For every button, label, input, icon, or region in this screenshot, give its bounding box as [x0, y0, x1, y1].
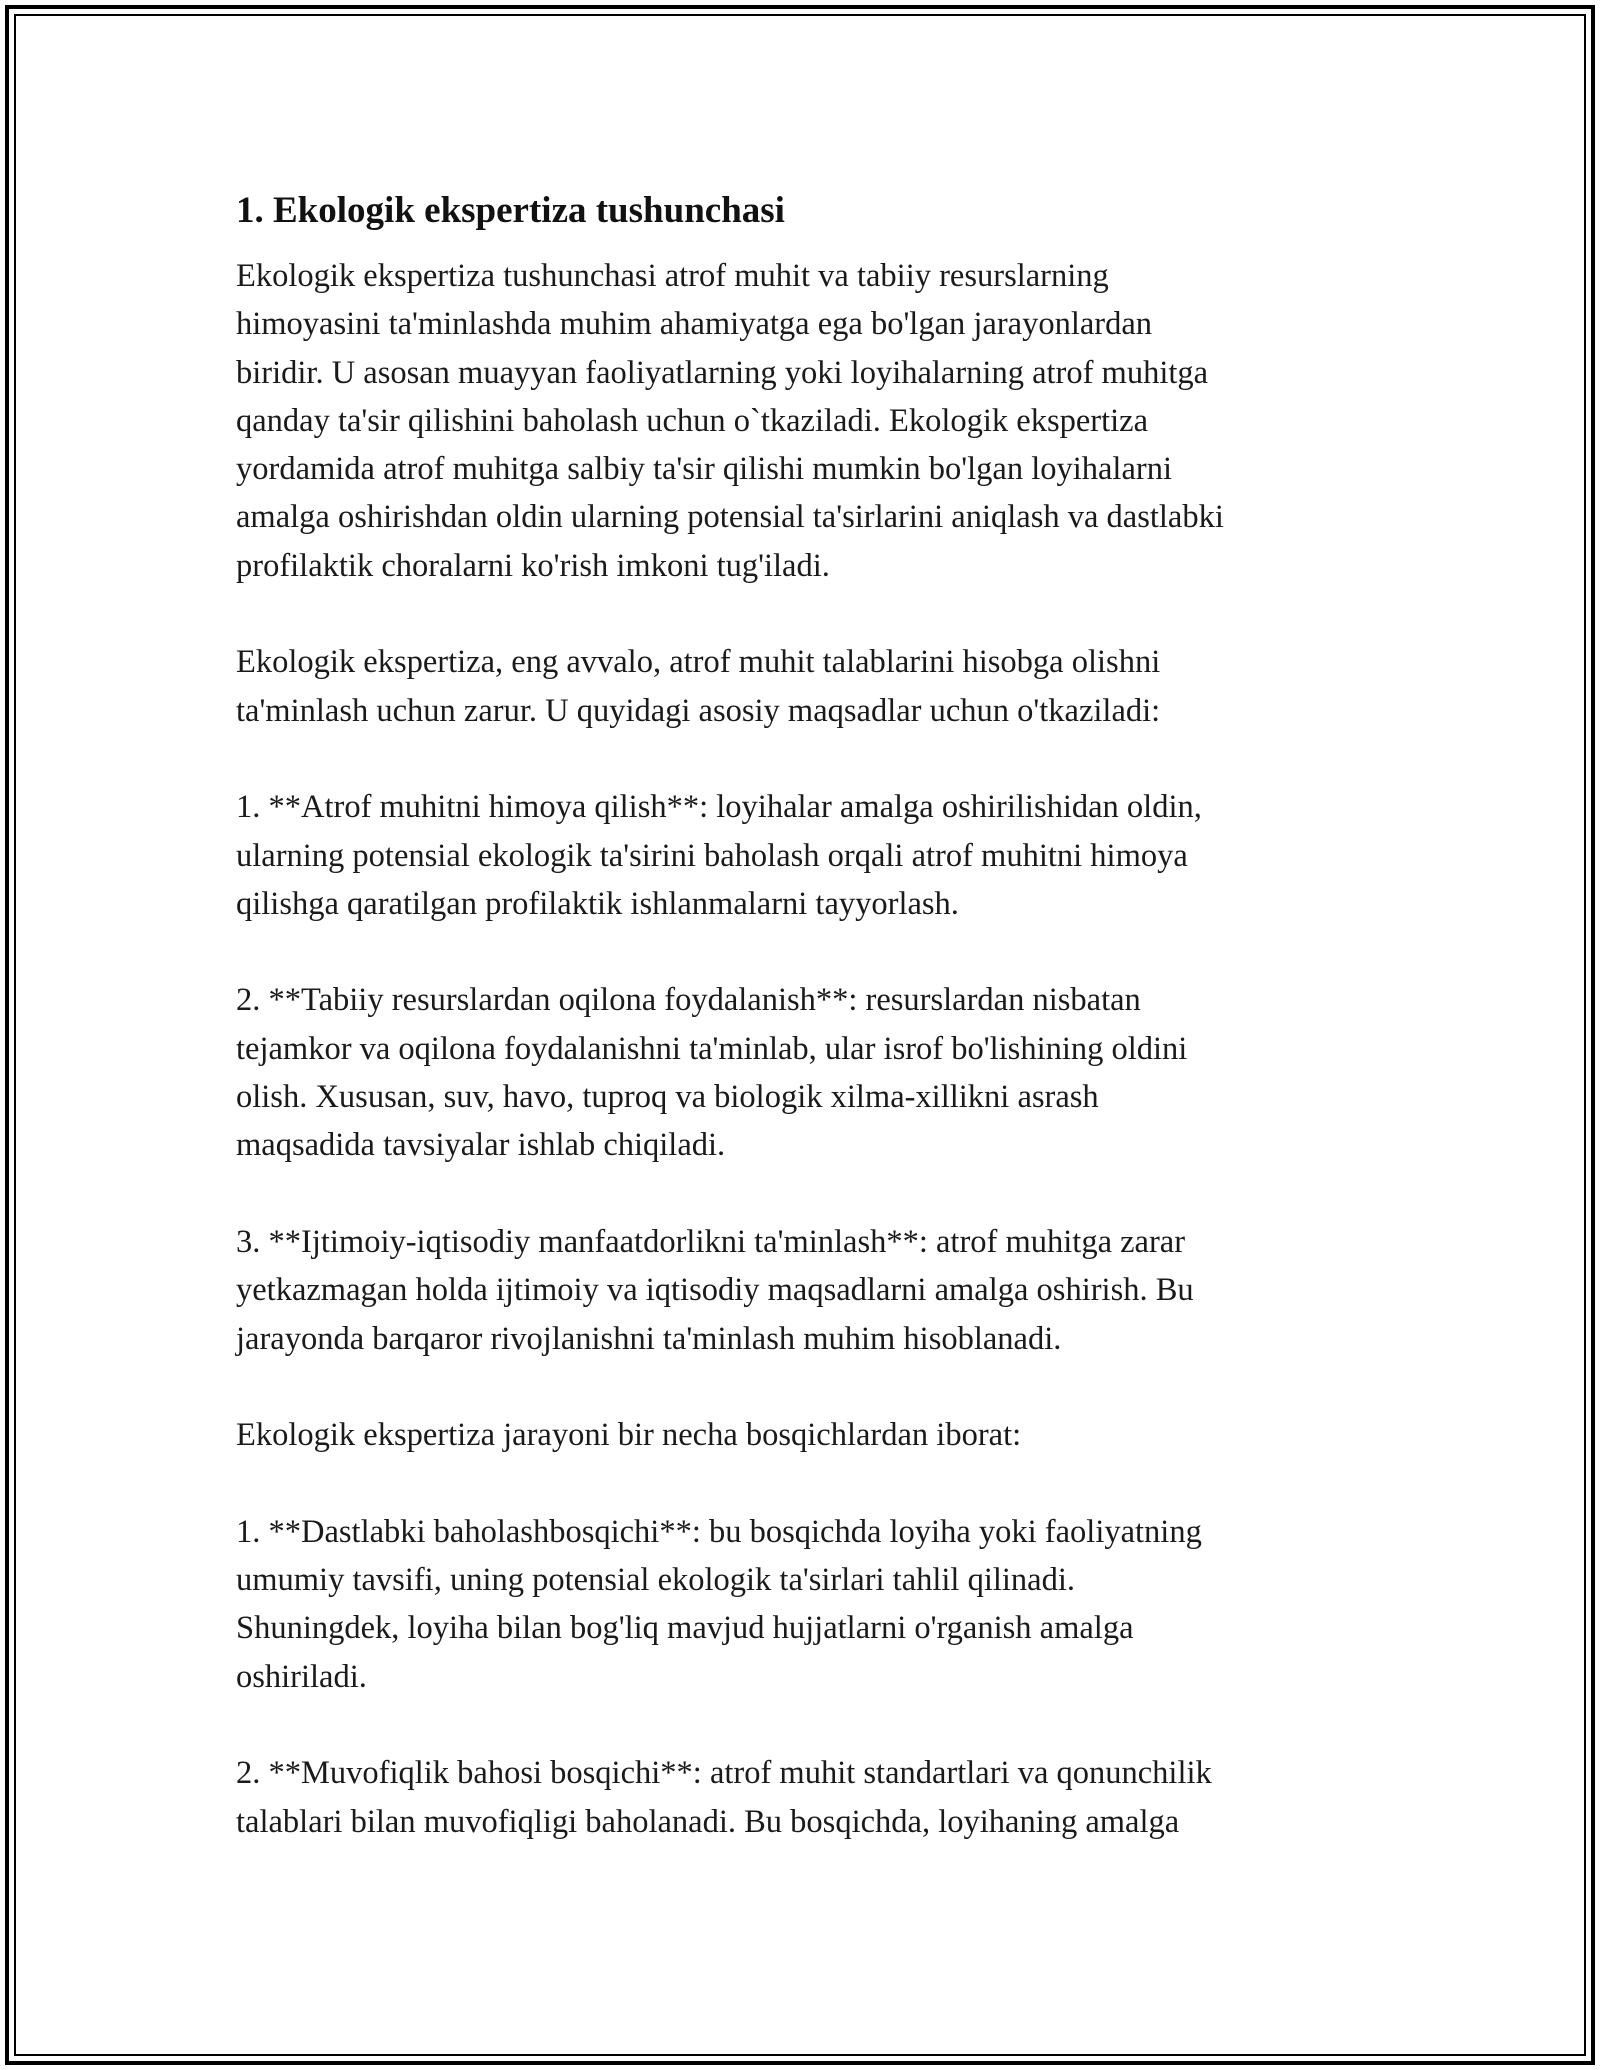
list-item-stage-1: 1. **Dastlabki baholashbosqichi**: bu bosqichda loyiha yoki faoliyatning umumiy tavsifi, uning potensial ekologik ta'sirlari tahlil qilinadi. Shuningdek, loyiha bilan bog'liq mavjud hujjatlarni o'rganish amalga oshiriladi.	[236, 1513, 1202, 1695]
list-item-purpose-1: 1. **Atrof muhitni himoya qilish**: loyihalar amalga oshirilishidan oldin, ularning potensial ekologik ta'sirini baholash orqali atrof muhitni himoya qilishga qaratilgan profilaktik ishlanmalarni tayyorlash.	[236, 789, 1202, 922]
paragraph-intro: Ekologik ekspertiza tushunchasi atrof muhit va tabiiy resurslarning himoyasini ta'minlashda muhim ahamiyatga ega bo'lgan jarayonlardan biridir. U asosan muayyan faoliyatlarning yoki loyihalarning atrof muhitga qanday ta'sir qilishini baholash uchun o`tkaziladi. Ekologik ekspertiza yordamida atrof muhitga salbiy ta'sir qilishi mumkin bo'lgan loyihalarni amalga oshirishdan oldin ularning potensial ta'sirlarini aniqlash va dastlabki profilaktik choralarni ko'rish imkoni tug'iladi.	[236, 258, 1224, 584]
document-body	[236, 188, 1376, 1846]
paragraph-purposes-intro: Ekologik ekspertiza, eng avvalo, atrof muhit talablarini hisobga olishni ta'minlash uchun zarur. U quyidagi asosiy maqsadlar uchun o'tkaziladi:	[236, 644, 1161, 729]
list-item-stage-2: 2. **Muvofiqlik bahosi bosqichi**: atrof muhit standartlari va qonunchilik talablari bilan muvofiqligi baholanadi. Bu bosqichda, loyihaning amalga	[236, 1755, 1212, 1840]
paragraph-stages-intro: Ekologik ekspertiza jarayoni bir necha bosqichlardan iborat:	[236, 1417, 1022, 1454]
list-item-purpose-2: 2. **Tabiiy resurslardan oqilona foydalanish**: resurslardan nisbatan tejamkor va oqilona foydalanishni ta'minlab, ular isrof bo'lishining oldini olish. Xususan, suv, havo, tuproq va biologik xilma-xillikni asrash maqsadida tavsiyalar ishlab chiqiladi.	[236, 982, 1188, 1164]
section-title: 1. Ekologik ekspertiza tushunchasi	[236, 190, 785, 231]
list-item-purpose-3: 3. **Ijtimoiy-iqtisodiy manfaatdorlikni ta'minlash**: atrof muhitga zarar yetkazmagan holda ijtimoiy va iqtisodiy maqsadlarni amalga oshirish. Bu jarayonda barqaror rivojlanishni ta'minlash muhim hisoblanadi.	[236, 1223, 1194, 1357]
